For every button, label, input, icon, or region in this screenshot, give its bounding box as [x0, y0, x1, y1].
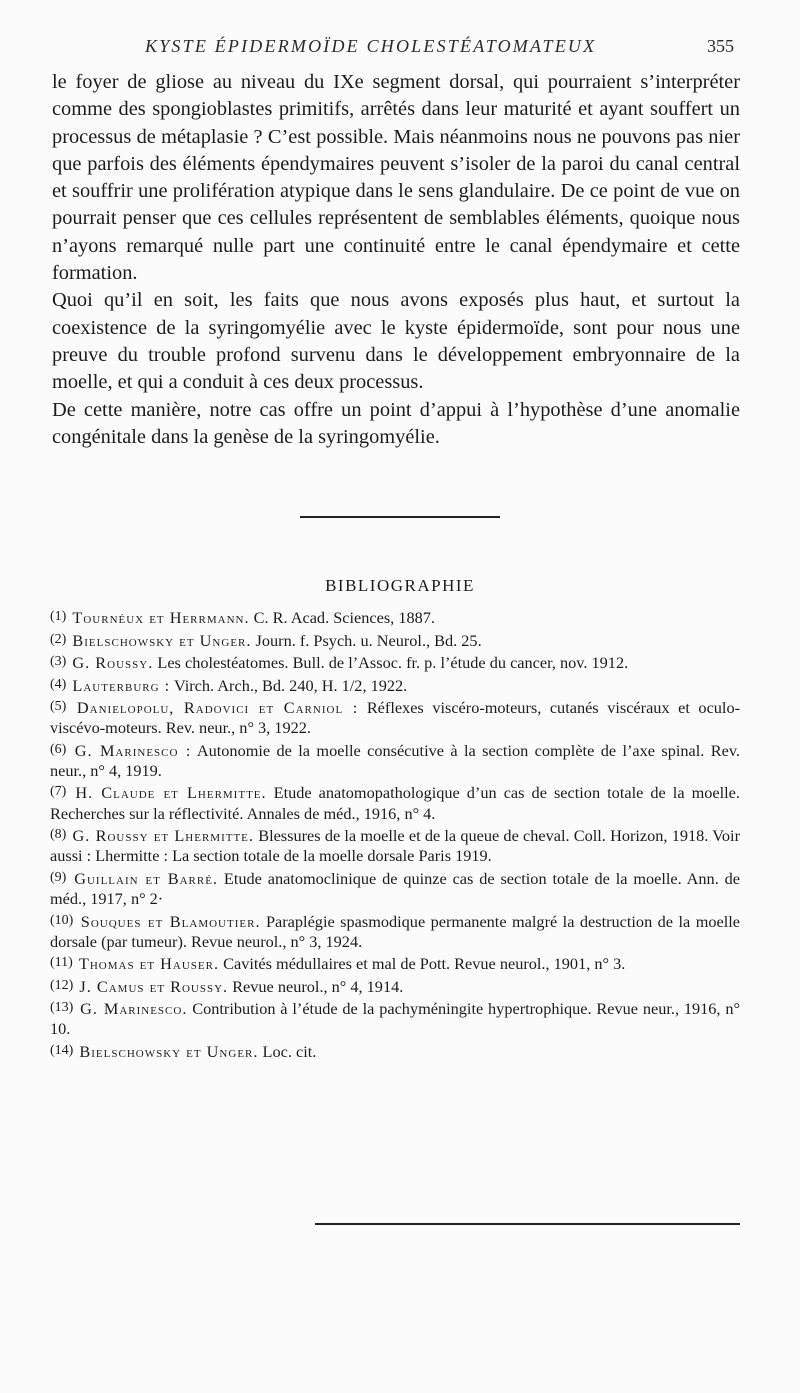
- bib-authors: G. Marinesco.: [80, 999, 188, 1019]
- running-title: KYSTE ÉPIDERMOÏDE CHOLESTÉATOMATEUX: [145, 36, 597, 56]
- bib-number: (3): [50, 654, 67, 669]
- section-divider: [300, 516, 500, 518]
- bib-text: Etude anatomoclinique de quinze cas de section totale de la moelle. Ann. de méd., 1917, n° 2·: [50, 868, 741, 909]
- bib-authors: Danielopolu, Radovici et Carniol :: [76, 698, 359, 717]
- bib-authors: H. Claude et Lhermitte.: [75, 783, 267, 803]
- bib-entry: [50, 697, 740, 738]
- bib-number: (5): [50, 699, 67, 714]
- bib-authors: Thomas et Hauser.: [78, 954, 220, 974]
- bib-entry: [50, 868, 740, 909]
- bib-entry: [50, 740, 740, 781]
- bib-entry: [50, 953, 740, 974]
- bib-text: Contribution à l’étude de la pachyméningite hypertrophique. Revue neur., 1916, n° 10.: [50, 999, 740, 1039]
- bib-number: (6): [50, 741, 67, 757]
- bib-entry: [50, 911, 740, 952]
- bibliography-title: BIBLIOGRAPHIE: [325, 576, 475, 595]
- bib-text: Virch. Arch., Bd. 240, H. 1/2, 1922.: [173, 675, 408, 695]
- bib-authors: J. Camus et Roussy.: [79, 976, 229, 996]
- bib-entry: [50, 607, 740, 628]
- running-header: [0, 36, 800, 66]
- paragraph-1: le foyer de gliose au niveau du IXe segment dorsal, qui pourraient s’interpréter comme des spongioblastes primitifs, arrêtés dans leur maturité et ayant souffert un processus de métaplasie ? C’est possible. Mais néanmoins nous ne pouvons pas nier que parfois des éléments épendymaires peuvent s’isoler de la paroi du canal central et souffrir une prolifération atypique dans le sens glandulaire. De ce point de vue on pourrait penser que ces cellules représentent de semblables éléments, quoique nous n’ayons remarqué nulle part une continuité entre le canal épendymaire et cette formation.: [52, 71, 740, 285]
- bib-text: Journ. f. Psych. u. Neurol., Bd. 25.: [255, 630, 482, 650]
- bib-entry: [50, 630, 740, 651]
- paragraph-2: Quoi qu’il en soit, les faits que nous avons exposés plus haut, et surtout la coexistence de la syringomyélie avec le kyste épidermoïde, sont pour nous une preuve du trouble profond survenu dans le développement embryonnaire de la moelle, et qui a conduit à ces deux processus.: [52, 289, 740, 394]
- bib-number: (10): [50, 912, 74, 928]
- paragraph-3: De cette manière, notre cas offre un point d’appui à l’hypothèse d’une anomalie congénitale dans la genèse de la syringomyélie.: [52, 398, 740, 448]
- bib-text: Paraplégie spasmodique permanente malgré la destruction de la moelle dorsale (par tumeur). Revue neurol., n° 3, 1924.: [50, 911, 740, 951]
- bib-number: (14): [50, 1042, 74, 1058]
- bib-authors: Bielschowsky et Unger.: [79, 1041, 259, 1061]
- bib-text: Revue neurol., n° 4, 1914.: [232, 976, 404, 996]
- bib-authors: G. Roussy.: [72, 653, 154, 672]
- bib-number: (12): [50, 977, 74, 993]
- bib-text: Etude anatomopathologique d’un cas de section totale de la moelle. Recherches sur la réflectivité. Annales de méd., 1916, n° 4.: [50, 783, 740, 823]
- bib-number: (9): [50, 869, 67, 885]
- bib-text: C. R. Acad. Sciences, 1887.: [253, 608, 435, 627]
- bib-authors: G. Marinesco :: [74, 740, 192, 760]
- bib-text: Autonomie de la moelle consécutive à la section complète de l’axe spinal. Rev. neur., n° 4, 1919.: [50, 740, 740, 780]
- bib-authors: Tournéux et Herrmann.: [72, 608, 250, 627]
- bib-text: Réflexes viscéro-moteurs, cutanés viscéraux et oculo-viscévo-moteurs. Rev. neur., n° 3, 1922.: [50, 698, 741, 738]
- bib-entry: [50, 825, 740, 866]
- footer-rule: [315, 1223, 740, 1225]
- bib-text: Les cholestéatomes. Bull. de l’Assoc. fr. p. l’étude du cancer, nov. 1912.: [157, 653, 629, 672]
- bib-number: (2): [50, 631, 67, 647]
- bib-text: Cavités médullaires et mal de Pott. Revue neurol., 1901, n° 3.: [223, 954, 626, 974]
- body-text: [52, 69, 740, 451]
- bib-number: (11): [50, 955, 73, 971]
- bib-entry: [50, 998, 740, 1039]
- bib-number: (7): [50, 784, 67, 800]
- bib-authors: Lauterburg :: [72, 675, 171, 695]
- bib-authors: Souques et Blamoutier.: [80, 911, 261, 931]
- bib-entry: [50, 675, 740, 696]
- bib-authors: Bielschowsky et Unger.: [72, 630, 252, 650]
- bib-authors: Guillain et Barré.: [74, 868, 218, 888]
- bib-text: Loc. cit.: [262, 1041, 317, 1061]
- page-number: 355: [707, 36, 734, 56]
- bib-number: (13): [50, 1000, 74, 1016]
- bib-number: (4): [50, 676, 67, 692]
- bibliography-list: [50, 607, 740, 1063]
- bib-number: (8): [50, 827, 67, 843]
- bib-entry: [50, 976, 740, 997]
- bib-entry: [50, 1041, 740, 1062]
- bib-entry: [50, 652, 740, 673]
- bib-authors: G. Roussy et Lhermitte.: [72, 826, 254, 846]
- bib-text: Blessures de la moelle et de la queue de cheval. Coll. Horizon, 1918. Voir aussi : Lhermitte : La section totale de la moelle dorsale Paris 1919.: [50, 826, 741, 866]
- bib-entry: [50, 782, 740, 823]
- bib-number: (1): [50, 609, 67, 624]
